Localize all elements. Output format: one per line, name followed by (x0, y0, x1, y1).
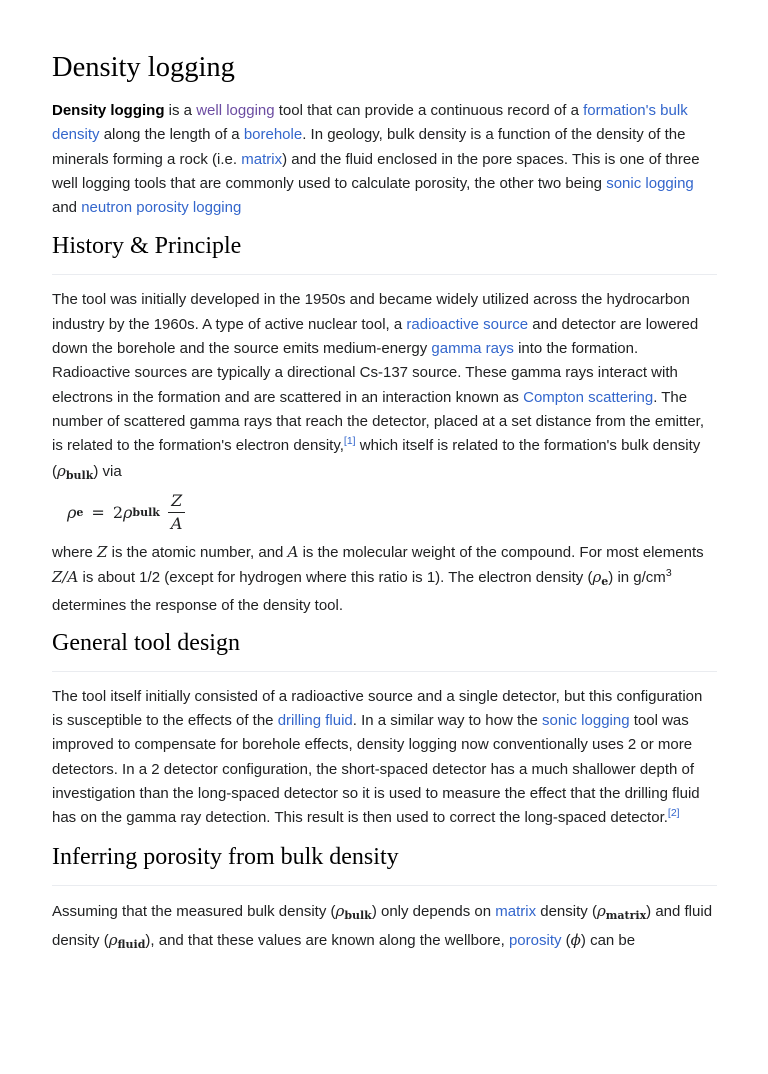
text: determines the response of the density tool. (52, 597, 344, 615)
text: . In geology, bulk density is a function of the density of the minerals forming a rock (i.e. (52, 126, 686, 168)
link-gamma-rays[interactable]: gamma rays (431, 340, 514, 358)
symbol-rho-matrix: ρ (596, 901, 606, 920)
text: into the formation. Radioactive sources are typically a directional Cs-137 source. These gamma rays interact with electrons in the formation and are scattered in an interaction known as (52, 340, 678, 406)
symbol-rho: ρ (57, 461, 66, 480)
link-radioactive-source[interactable]: radioactive source (406, 315, 529, 333)
text: . The number of scattered gamma rays that reach the detector, placed at a set distance from the emitter, is related to the formation's electron density, (52, 388, 705, 455)
history-paragraph (52, 288, 717, 487)
design-paragraph (52, 685, 717, 831)
text: is the atomic number, and (107, 543, 288, 561)
text: . In a similar way to how the (352, 712, 542, 730)
article (0, 50, 768, 957)
subscript-matrix: matrix (605, 908, 647, 922)
text: ) only depends on (371, 902, 496, 920)
link-well[interactable]: well (196, 102, 223, 119)
link-drilling-fluid[interactable]: drilling fluid (277, 712, 353, 730)
superscript-3: 3 (665, 567, 672, 580)
eq-sub-e: e (76, 506, 84, 520)
subscript-bulk: bulk (344, 908, 372, 922)
symbol-phi: ϕ (570, 930, 581, 949)
symbol-rho-bulk: ρ (335, 901, 345, 920)
text: ) via (93, 462, 122, 480)
section-heading-porosity: Inferring porosity from bulk density (52, 841, 717, 886)
porosity-paragraph (52, 899, 717, 958)
page-title: Density logging (52, 52, 235, 83)
text: density ( (536, 902, 597, 920)
text: ), and that these values are known along the wellbore, (145, 931, 509, 949)
text: tool that can provide a continuous record of a (274, 102, 584, 119)
symbol-z-over-a: Z/A (52, 568, 79, 587)
link-matrix-2[interactable]: matrix (495, 902, 537, 920)
link-porosity[interactable]: porosity (508, 931, 562, 949)
subscript-bulk: bulk (65, 468, 94, 482)
text: ( (561, 931, 571, 949)
eq-numerator: Z (168, 491, 185, 513)
symbol-rho-fluid: ρ (108, 930, 118, 949)
link-sonic-logging[interactable]: sonic logging (606, 174, 694, 192)
electron-density-equation (67, 488, 717, 538)
text: ) can be (580, 931, 636, 949)
text: where (52, 543, 98, 561)
link-logging[interactable]: logging (226, 102, 275, 119)
text: The tool itself initially consisted of a radioactive source and a single detector, but this configuration is susceptible to the effects of the (52, 687, 703, 730)
text: which itself is related to the formation's bulk density ( (52, 437, 701, 480)
intro-paragraph (52, 99, 717, 220)
eq-denominator: A (170, 514, 183, 534)
subscript-fluid: fluid (117, 937, 146, 951)
text: is the molecular weight of the compound. For most elements (298, 543, 704, 561)
link-matrix[interactable]: matrix (241, 150, 283, 168)
text: The tool was initially developed in the 1950s and became widely utilized across the hydrocarbon industry by the 1960s. A type of active nuclear tool, a (52, 291, 690, 333)
eq-sub-bulk: bulk (132, 506, 160, 520)
section-heading-design: General tool design (52, 627, 717, 672)
bold-term: Density logging (52, 102, 165, 119)
text: ) in g/cm (608, 569, 666, 587)
subscript-e: e (601, 575, 609, 589)
equation-explanation (52, 540, 717, 619)
symbol-z: Z (97, 542, 108, 561)
eq-two: 2 (112, 503, 123, 523)
symbol-rho-e: ρ (592, 568, 602, 587)
eq-rho: ρ (67, 503, 77, 523)
link-borehole[interactable]: borehole (243, 126, 303, 144)
link-formation-bulk-density[interactable]: formation's bulk density (52, 102, 688, 144)
text: along the length of a (99, 126, 244, 144)
text: ) and fluid density ( (52, 902, 713, 949)
eq-equals: = (91, 503, 105, 523)
link-sonic-logging-2[interactable]: sonic logging (542, 712, 630, 730)
eq-rho-bulk: ρ (123, 503, 133, 523)
section-heading-history: History & Principle (52, 230, 717, 275)
text: Assuming that the measured bulk density ( (52, 902, 336, 920)
text: is about 1/2 (except for hydrogen where this ratio is 1). The electron density ( (78, 569, 593, 587)
link-neutron-porosity-logging[interactable]: neutron porosity logging (81, 199, 242, 217)
reference-1[interactable]: [1] (343, 435, 356, 448)
text: and (52, 199, 82, 217)
link-compton-scattering[interactable]: Compton scattering (523, 388, 654, 406)
eq-fraction (168, 491, 186, 534)
reference-2[interactable]: [2] (667, 807, 680, 820)
text: ) and the fluid enclosed in the pore spaces. This is one of three well logging tools that are commonly used to calculate porosity, the other two being (52, 150, 700, 192)
text: and detector are lowered down the borehole and the source emits medium-energy (52, 315, 699, 358)
symbol-a: A (287, 542, 299, 561)
text: tool was improved to compensate for borehole effects, density logging now conventionally uses 2 or more detectors. In a 2 detector configuration, the short-spaced detector has a much shallower depth of investigation than the long-spaced detector so it is used to measure the effect that the drilling fluid has on the gamma ray detection. This result is then used to correct the long-spaced detector. (52, 712, 700, 827)
text: is a (164, 102, 197, 119)
